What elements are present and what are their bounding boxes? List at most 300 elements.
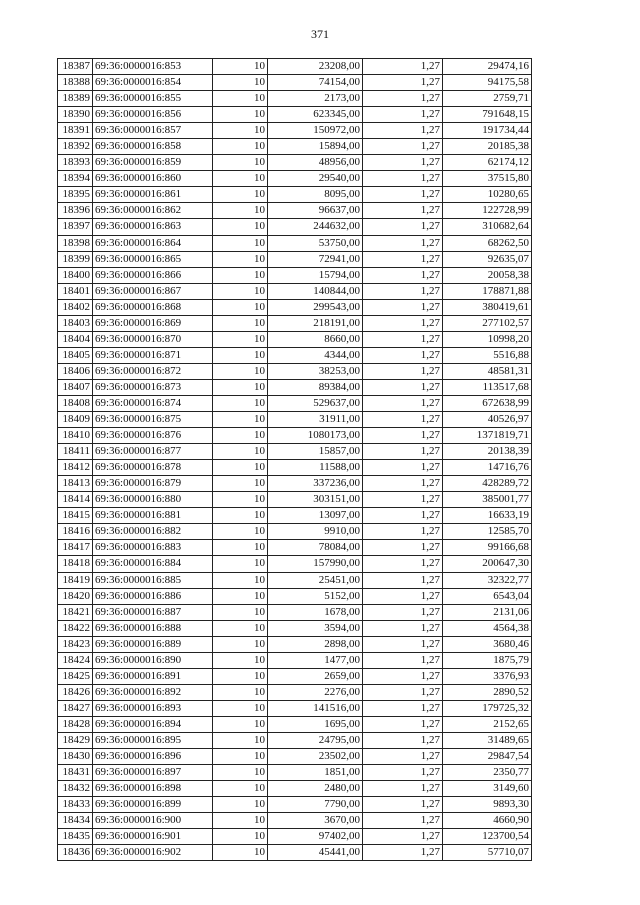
cadastral-number-cell: 69:36:0000016:887: [93, 604, 213, 620]
area-value-cell: 24795,00: [268, 732, 363, 748]
area-value-cell: 244632,00: [268, 219, 363, 235]
rate-cell: 10: [213, 187, 268, 203]
table-row: [58, 765, 532, 781]
table-row: [58, 107, 532, 123]
rate-cell: 10: [213, 652, 268, 668]
coefficient-cell: 1,27: [363, 395, 443, 411]
coefficient-cell: 1,27: [363, 845, 443, 861]
cadastral-number-cell: 69:36:0000016:894: [93, 716, 213, 732]
table-row: [58, 684, 532, 700]
total-value-cell: 191734,44: [443, 123, 532, 139]
row-number-cell: 18421: [58, 604, 93, 620]
table-row: [58, 845, 532, 861]
coefficient-cell: 1,27: [363, 604, 443, 620]
rate-cell: 10: [213, 765, 268, 781]
area-value-cell: 337236,00: [268, 476, 363, 492]
total-value-cell: 10998,20: [443, 331, 532, 347]
coefficient-cell: 1,27: [363, 444, 443, 460]
total-value-cell: 2152,65: [443, 716, 532, 732]
total-value-cell: 2131,06: [443, 604, 532, 620]
rate-cell: 10: [213, 363, 268, 379]
total-value-cell: 310682,64: [443, 219, 532, 235]
coefficient-cell: 1,27: [363, 107, 443, 123]
total-value-cell: 791648,15: [443, 107, 532, 123]
row-number-cell: 18415: [58, 508, 93, 524]
row-number-cell: 18435: [58, 829, 93, 845]
coefficient-cell: 1,27: [363, 460, 443, 476]
area-value-cell: 96637,00: [268, 203, 363, 219]
cadastral-number-cell: 69:36:0000016:873: [93, 379, 213, 395]
row-number-cell: 18436: [58, 845, 93, 861]
table-row: [58, 460, 532, 476]
table-row: [58, 91, 532, 107]
rate-cell: 10: [213, 251, 268, 267]
area-value-cell: 4344,00: [268, 347, 363, 363]
cadastral-number-cell: 69:36:0000016:859: [93, 155, 213, 171]
rate-cell: 10: [213, 797, 268, 813]
coefficient-cell: 1,27: [363, 59, 443, 75]
cadastral-number-cell: 69:36:0000016:856: [93, 107, 213, 123]
area-value-cell: 31911,00: [268, 412, 363, 428]
row-number-cell: 18390: [58, 107, 93, 123]
coefficient-cell: 1,27: [363, 508, 443, 524]
total-value-cell: 2890,52: [443, 684, 532, 700]
area-value-cell: 1851,00: [268, 765, 363, 781]
cadastral-number-cell: 69:36:0000016:879: [93, 476, 213, 492]
rate-cell: 10: [213, 460, 268, 476]
cadastral-number-cell: 69:36:0000016:869: [93, 315, 213, 331]
total-value-cell: 9893,30: [443, 797, 532, 813]
area-value-cell: 529637,00: [268, 395, 363, 411]
area-value-cell: 299543,00: [268, 299, 363, 315]
cadastral-number-cell: 69:36:0000016:866: [93, 267, 213, 283]
rate-cell: 10: [213, 781, 268, 797]
cadastral-number-cell: 69:36:0000016:868: [93, 299, 213, 315]
table-row: [58, 235, 532, 251]
cadastral-number-cell: 69:36:0000016:875: [93, 412, 213, 428]
cadastral-number-cell: 69:36:0000016:870: [93, 331, 213, 347]
row-number-cell: 18405: [58, 347, 93, 363]
area-value-cell: 141516,00: [268, 700, 363, 716]
total-value-cell: 179725,32: [443, 700, 532, 716]
table-row: [58, 572, 532, 588]
table-row: [58, 219, 532, 235]
coefficient-cell: 1,27: [363, 556, 443, 572]
area-value-cell: 8660,00: [268, 331, 363, 347]
row-number-cell: 18403: [58, 315, 93, 331]
coefficient-cell: 1,27: [363, 540, 443, 556]
table-row: [58, 283, 532, 299]
table-row: [58, 251, 532, 267]
area-value-cell: 29540,00: [268, 171, 363, 187]
rate-cell: 10: [213, 716, 268, 732]
area-value-cell: 45441,00: [268, 845, 363, 861]
total-value-cell: 32322,77: [443, 572, 532, 588]
area-value-cell: 23502,00: [268, 749, 363, 765]
coefficient-cell: 1,27: [363, 668, 443, 684]
area-value-cell: 218191,00: [268, 315, 363, 331]
total-value-cell: 113517,68: [443, 379, 532, 395]
rate-cell: 10: [213, 508, 268, 524]
area-value-cell: 38253,00: [268, 363, 363, 379]
area-value-cell: 1678,00: [268, 604, 363, 620]
cadastral-number-cell: 69:36:0000016:880: [93, 492, 213, 508]
table-row: [58, 187, 532, 203]
row-number-cell: 18402: [58, 299, 93, 315]
coefficient-cell: 1,27: [363, 363, 443, 379]
coefficient-cell: 1,27: [363, 524, 443, 540]
row-number-cell: 18410: [58, 428, 93, 444]
row-number-cell: 18391: [58, 123, 93, 139]
rate-cell: 10: [213, 395, 268, 411]
rate-cell: 10: [213, 331, 268, 347]
row-number-cell: 18433: [58, 797, 93, 813]
coefficient-cell: 1,27: [363, 588, 443, 604]
total-value-cell: 3680,46: [443, 636, 532, 652]
table-row: [58, 829, 532, 845]
total-value-cell: 99166,68: [443, 540, 532, 556]
row-number-cell: 18393: [58, 155, 93, 171]
coefficient-cell: 1,27: [363, 235, 443, 251]
total-value-cell: 380419,61: [443, 299, 532, 315]
coefficient-cell: 1,27: [363, 829, 443, 845]
total-value-cell: 428289,72: [443, 476, 532, 492]
row-number-cell: 18428: [58, 716, 93, 732]
total-value-cell: 68262,50: [443, 235, 532, 251]
cadastral-number-cell: 69:36:0000016:878: [93, 460, 213, 476]
table-row: [58, 428, 532, 444]
cadastral-number-cell: 69:36:0000016:898: [93, 781, 213, 797]
area-value-cell: 9910,00: [268, 524, 363, 540]
rate-cell: 10: [213, 267, 268, 283]
cadastral-number-cell: 69:36:0000016:855: [93, 91, 213, 107]
area-value-cell: 2898,00: [268, 636, 363, 652]
table-row: [58, 540, 532, 556]
cadastral-number-cell: 69:36:0000016:891: [93, 668, 213, 684]
total-value-cell: 4564,38: [443, 620, 532, 636]
rate-cell: 10: [213, 700, 268, 716]
area-value-cell: 623345,00: [268, 107, 363, 123]
coefficient-cell: 1,27: [363, 123, 443, 139]
table-row: [58, 636, 532, 652]
total-value-cell: 12585,70: [443, 524, 532, 540]
total-value-cell: 48581,31: [443, 363, 532, 379]
cadastral-number-cell: 69:36:0000016:885: [93, 572, 213, 588]
total-value-cell: 178871,88: [443, 283, 532, 299]
area-value-cell: 1695,00: [268, 716, 363, 732]
area-value-cell: 78084,00: [268, 540, 363, 556]
coefficient-cell: 1,27: [363, 781, 443, 797]
total-value-cell: 3149,60: [443, 781, 532, 797]
table-row: [58, 700, 532, 716]
coefficient-cell: 1,27: [363, 331, 443, 347]
row-number-cell: 18417: [58, 540, 93, 556]
cadastral-number-cell: 69:36:0000016:871: [93, 347, 213, 363]
total-value-cell: 10280,65: [443, 187, 532, 203]
area-value-cell: 1477,00: [268, 652, 363, 668]
total-value-cell: 3376,93: [443, 668, 532, 684]
table-row: [58, 781, 532, 797]
table-row: [58, 155, 532, 171]
table-row: [58, 75, 532, 91]
row-number-cell: 18388: [58, 75, 93, 91]
cadastral-number-cell: 69:36:0000016:861: [93, 187, 213, 203]
total-value-cell: 14716,76: [443, 460, 532, 476]
rate-cell: 10: [213, 492, 268, 508]
cadastral-number-cell: 69:36:0000016:858: [93, 139, 213, 155]
total-value-cell: 20058,38: [443, 267, 532, 283]
area-value-cell: 3594,00: [268, 620, 363, 636]
coefficient-cell: 1,27: [363, 379, 443, 395]
table-row: [58, 123, 532, 139]
row-number-cell: 18394: [58, 171, 93, 187]
table-row: [58, 331, 532, 347]
total-value-cell: 385001,77: [443, 492, 532, 508]
row-number-cell: 18407: [58, 379, 93, 395]
rate-cell: 10: [213, 813, 268, 829]
total-value-cell: 37515,80: [443, 171, 532, 187]
row-number-cell: 18425: [58, 668, 93, 684]
coefficient-cell: 1,27: [363, 91, 443, 107]
table-row: [58, 604, 532, 620]
cadastral-number-cell: 69:36:0000016:892: [93, 684, 213, 700]
row-number-cell: 18432: [58, 781, 93, 797]
cadastral-number-cell: 69:36:0000016:882: [93, 524, 213, 540]
coefficient-cell: 1,27: [363, 219, 443, 235]
coefficient-cell: 1,27: [363, 572, 443, 588]
total-value-cell: 4660,90: [443, 813, 532, 829]
row-number-cell: 18392: [58, 139, 93, 155]
row-number-cell: 18431: [58, 765, 93, 781]
cadastral-number-cell: 69:36:0000016:862: [93, 203, 213, 219]
area-value-cell: 23208,00: [268, 59, 363, 75]
row-number-cell: 18411: [58, 444, 93, 460]
total-value-cell: 5516,88: [443, 347, 532, 363]
cadastral-number-cell: 69:36:0000016:881: [93, 508, 213, 524]
area-value-cell: 1080173,00: [268, 428, 363, 444]
total-value-cell: 16633,19: [443, 508, 532, 524]
row-number-cell: 18413: [58, 476, 93, 492]
rate-cell: 10: [213, 203, 268, 219]
cadastral-number-cell: 69:36:0000016:895: [93, 732, 213, 748]
total-value-cell: 200647,30: [443, 556, 532, 572]
coefficient-cell: 1,27: [363, 749, 443, 765]
area-value-cell: 140844,00: [268, 283, 363, 299]
table-row: [58, 556, 532, 572]
rate-cell: 10: [213, 107, 268, 123]
row-number-cell: 18429: [58, 732, 93, 748]
coefficient-cell: 1,27: [363, 620, 443, 636]
area-value-cell: 150972,00: [268, 123, 363, 139]
cadastral-number-cell: 69:36:0000016:867: [93, 283, 213, 299]
coefficient-cell: 1,27: [363, 203, 443, 219]
table-row: [58, 652, 532, 668]
rate-cell: 10: [213, 668, 268, 684]
row-number-cell: 18419: [58, 572, 93, 588]
area-value-cell: 53750,00: [268, 235, 363, 251]
cadastral-number-cell: 69:36:0000016:876: [93, 428, 213, 444]
area-value-cell: 2276,00: [268, 684, 363, 700]
table-row: [58, 412, 532, 428]
coefficient-cell: 1,27: [363, 75, 443, 91]
area-value-cell: 11588,00: [268, 460, 363, 476]
rate-cell: 10: [213, 315, 268, 331]
table-row: [58, 668, 532, 684]
cadastral-number-cell: 69:36:0000016:854: [93, 75, 213, 91]
rate-cell: 10: [213, 299, 268, 315]
cadastral-number-cell: 69:36:0000016:890: [93, 652, 213, 668]
rate-cell: 10: [213, 283, 268, 299]
area-value-cell: 2480,00: [268, 781, 363, 797]
table-row: [58, 732, 532, 748]
row-number-cell: 18409: [58, 412, 93, 428]
table-row: [58, 363, 532, 379]
total-value-cell: 672638,99: [443, 395, 532, 411]
table-row: [58, 347, 532, 363]
area-value-cell: 2659,00: [268, 668, 363, 684]
table-row: [58, 379, 532, 395]
cadastral-number-cell: 69:36:0000016:865: [93, 251, 213, 267]
table-body: [58, 59, 532, 861]
rate-cell: 10: [213, 123, 268, 139]
area-value-cell: 74154,00: [268, 75, 363, 91]
row-number-cell: 18418: [58, 556, 93, 572]
table-row: [58, 59, 532, 75]
area-value-cell: 303151,00: [268, 492, 363, 508]
area-value-cell: 25451,00: [268, 572, 363, 588]
coefficient-cell: 1,27: [363, 139, 443, 155]
coefficient-cell: 1,27: [363, 765, 443, 781]
area-value-cell: 13097,00: [268, 508, 363, 524]
cadastral-number-cell: 69:36:0000016:893: [93, 700, 213, 716]
row-number-cell: 18416: [58, 524, 93, 540]
coefficient-cell: 1,27: [363, 347, 443, 363]
rate-cell: 10: [213, 155, 268, 171]
table-row: [58, 813, 532, 829]
cadastral-number-cell: 69:36:0000016:901: [93, 829, 213, 845]
cadastral-number-cell: 69:36:0000016:902: [93, 845, 213, 861]
row-number-cell: 18398: [58, 235, 93, 251]
total-value-cell: 2759,71: [443, 91, 532, 107]
table-row: [58, 797, 532, 813]
coefficient-cell: 1,27: [363, 299, 443, 315]
row-number-cell: 18400: [58, 267, 93, 283]
rate-cell: 10: [213, 219, 268, 235]
total-value-cell: 20138,39: [443, 444, 532, 460]
table-row: [58, 171, 532, 187]
cadastral-number-cell: 69:36:0000016:863: [93, 219, 213, 235]
total-value-cell: 6543,04: [443, 588, 532, 604]
row-number-cell: 18395: [58, 187, 93, 203]
coefficient-cell: 1,27: [363, 428, 443, 444]
coefficient-cell: 1,27: [363, 700, 443, 716]
row-number-cell: 18420: [58, 588, 93, 604]
rate-cell: 10: [213, 412, 268, 428]
total-value-cell: 40526,97: [443, 412, 532, 428]
coefficient-cell: 1,27: [363, 187, 443, 203]
cadastral-number-cell: 69:36:0000016:899: [93, 797, 213, 813]
area-value-cell: 2173,00: [268, 91, 363, 107]
row-number-cell: 18423: [58, 636, 93, 652]
rate-cell: 10: [213, 444, 268, 460]
rate-cell: 10: [213, 524, 268, 540]
cadastral-number-cell: 69:36:0000016:864: [93, 235, 213, 251]
cadastral-number-cell: 69:36:0000016:857: [93, 123, 213, 139]
coefficient-cell: 1,27: [363, 492, 443, 508]
rate-cell: 10: [213, 75, 268, 91]
cadastral-number-cell: 69:36:0000016:889: [93, 636, 213, 652]
area-value-cell: 97402,00: [268, 829, 363, 845]
table-row: [58, 588, 532, 604]
area-value-cell: 15894,00: [268, 139, 363, 155]
coefficient-cell: 1,27: [363, 283, 443, 299]
coefficient-cell: 1,27: [363, 251, 443, 267]
cadastral-number-cell: 69:36:0000016:886: [93, 588, 213, 604]
rate-cell: 10: [213, 588, 268, 604]
table-row: [58, 315, 532, 331]
rate-cell: 10: [213, 540, 268, 556]
table-row: [58, 267, 532, 283]
rate-cell: 10: [213, 476, 268, 492]
coefficient-cell: 1,27: [363, 267, 443, 283]
coefficient-cell: 1,27: [363, 813, 443, 829]
row-number-cell: 18387: [58, 59, 93, 75]
area-value-cell: 15794,00: [268, 267, 363, 283]
total-value-cell: 122728,99: [443, 203, 532, 219]
area-value-cell: 15857,00: [268, 444, 363, 460]
area-value-cell: 3670,00: [268, 813, 363, 829]
row-number-cell: 18424: [58, 652, 93, 668]
row-number-cell: 18427: [58, 700, 93, 716]
table-row: [58, 508, 532, 524]
row-number-cell: 18399: [58, 251, 93, 267]
row-number-cell: 18406: [58, 363, 93, 379]
cadastral-number-cell: 69:36:0000016:888: [93, 620, 213, 636]
coefficient-cell: 1,27: [363, 412, 443, 428]
total-value-cell: 29847,54: [443, 749, 532, 765]
total-value-cell: 1875,79: [443, 652, 532, 668]
table-row: [58, 492, 532, 508]
cadastral-number-cell: 69:36:0000016:897: [93, 765, 213, 781]
coefficient-cell: 1,27: [363, 732, 443, 748]
cadastral-number-cell: 69:36:0000016:900: [93, 813, 213, 829]
area-value-cell: 157990,00: [268, 556, 363, 572]
row-number-cell: 18414: [58, 492, 93, 508]
total-value-cell: 57710,07: [443, 845, 532, 861]
coefficient-cell: 1,27: [363, 476, 443, 492]
cadastral-number-cell: 69:36:0000016:877: [93, 444, 213, 460]
rate-cell: 10: [213, 171, 268, 187]
total-value-cell: 277102,57: [443, 315, 532, 331]
total-value-cell: 62174,12: [443, 155, 532, 171]
rate-cell: 10: [213, 749, 268, 765]
rate-cell: 10: [213, 732, 268, 748]
rate-cell: 10: [213, 347, 268, 363]
rate-cell: 10: [213, 139, 268, 155]
row-number-cell: 18408: [58, 395, 93, 411]
row-number-cell: 18401: [58, 283, 93, 299]
coefficient-cell: 1,27: [363, 636, 443, 652]
rate-cell: 10: [213, 684, 268, 700]
rate-cell: 10: [213, 604, 268, 620]
table-row: [58, 139, 532, 155]
area-value-cell: 5152,00: [268, 588, 363, 604]
row-number-cell: 18404: [58, 331, 93, 347]
row-number-cell: 18397: [58, 219, 93, 235]
table-row: [58, 395, 532, 411]
page-number: 371: [311, 27, 329, 41]
cadastral-table: [57, 58, 532, 861]
